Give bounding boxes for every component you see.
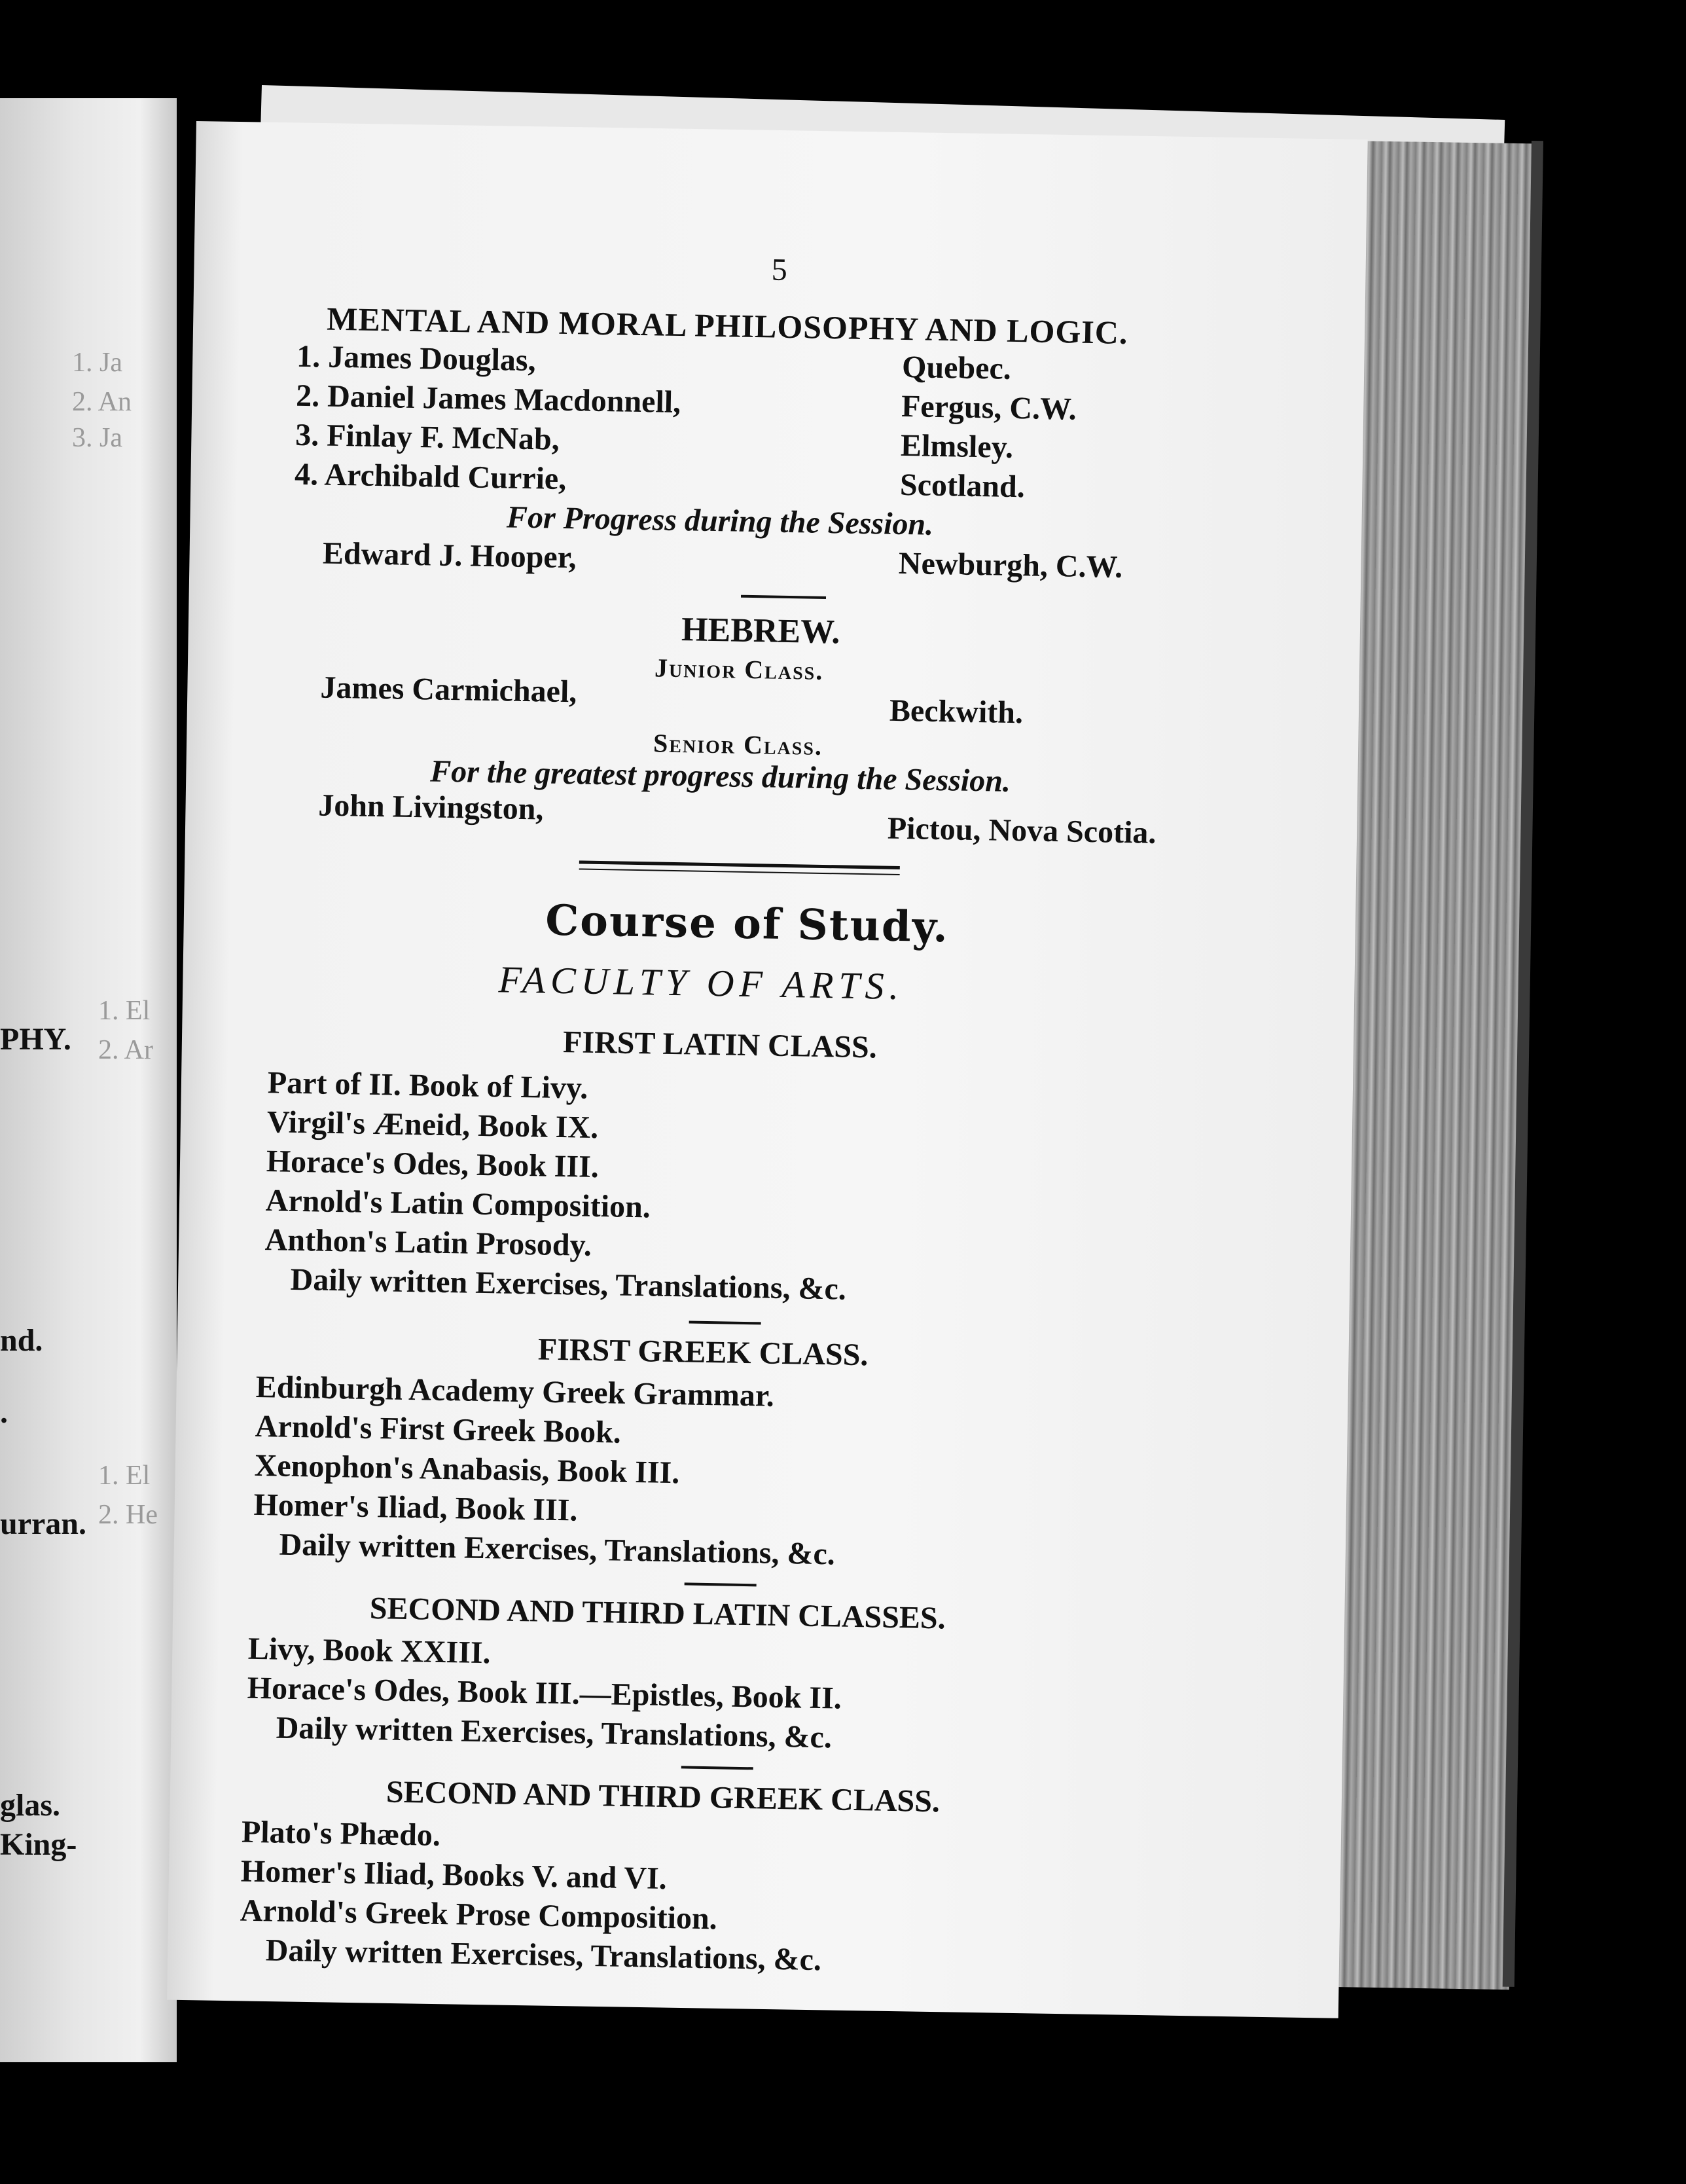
reading-item: Horace's Odes, Book III. bbox=[266, 1144, 600, 1185]
class-heading: SECOND AND THIRD LATIN CLASSES. bbox=[369, 1591, 946, 1636]
reading-item: Part of II. Book of Livy. bbox=[267, 1065, 588, 1106]
left-page-fragment: nd. bbox=[0, 1323, 43, 1358]
philosophy-heading: MENTAL AND MORAL PHILOSOPHY AND LOGIC. bbox=[326, 300, 1128, 351]
daily-exercises: Daily written Exercises, Translations, &c. bbox=[265, 1933, 822, 1978]
reading-item: Anthon's Latin Prosody. bbox=[264, 1222, 592, 1263]
bleed-through-text: 2. Ar bbox=[98, 1035, 153, 1065]
prize-place: Scotland. bbox=[899, 467, 1026, 505]
reading-item: Arnold's First Greek Book. bbox=[255, 1408, 622, 1450]
prize-place: Quebec. bbox=[901, 349, 1012, 386]
bleed-through-text: 1. El bbox=[98, 996, 151, 1026]
class-heading: FIRST LATIN CLASS. bbox=[562, 1025, 878, 1065]
daily-exercises: Daily written Exercises, Translations, &c. bbox=[279, 1527, 836, 1572]
reading-item: Plato's Phædo. bbox=[241, 1814, 441, 1853]
section-divider bbox=[685, 1582, 757, 1586]
reading-item: Arnold's Latin Composition. bbox=[265, 1183, 651, 1225]
double-rule-bottom bbox=[579, 868, 900, 875]
section-divider bbox=[741, 595, 826, 599]
prize-place: Pictou, Nova Scotia. bbox=[887, 810, 1157, 850]
progress-note: For Progress during the Session. bbox=[506, 500, 934, 542]
prize-name: James Carmichael, bbox=[320, 670, 577, 710]
prize-name: 3. Finlay F. McNab, bbox=[295, 417, 560, 457]
prize-name: 1. James Douglas, bbox=[296, 338, 537, 378]
bleed-through-text: 3. Ja bbox=[72, 423, 122, 453]
bleed-through-text: 2. He bbox=[98, 1500, 158, 1530]
prize-name: 2. Daniel James Macdonnell, bbox=[295, 378, 681, 420]
bleed-through-text: 1. El bbox=[98, 1461, 151, 1491]
bleed-through-text: 1. Ja bbox=[72, 348, 122, 378]
section-divider bbox=[689, 1320, 761, 1324]
prize-place: Newburgh, C.W. bbox=[898, 545, 1123, 585]
bleed-through-text: 2. An bbox=[72, 387, 132, 417]
hebrew-heading: HEBREW. bbox=[681, 611, 840, 651]
class-heading: FIRST GREEK CLASS. bbox=[537, 1332, 869, 1373]
left-page-fragment: . bbox=[0, 1395, 8, 1430]
prize-place: Fergus, C.W. bbox=[901, 388, 1077, 427]
reading-item: Horace's Odes, Book III.—Epistles, Book II. bbox=[247, 1670, 842, 1716]
double-rule-top bbox=[579, 860, 900, 869]
reading-item: Homer's Iliad, Books V. and VI. bbox=[240, 1853, 668, 1897]
prize-name: John Livingston, bbox=[317, 788, 544, 827]
prize-name: 4. Archibald Currie, bbox=[294, 456, 567, 497]
section-divider bbox=[681, 1766, 753, 1770]
reading-item: Homer's Iliad, Book III. bbox=[253, 1487, 578, 1528]
left-page-fragment: King- bbox=[0, 1827, 77, 1862]
daily-exercises: Daily written Exercises, Translations, &c. bbox=[276, 1710, 833, 1755]
faculty-title: FACULTY OF ARTS. bbox=[498, 958, 905, 1008]
prize-place: Beckwith. bbox=[889, 693, 1024, 731]
reading-item: Virgil's Æneid, Book IX. bbox=[266, 1104, 599, 1146]
left-page-fragment: glas. bbox=[0, 1788, 61, 1823]
reading-item: Livy, Book XXIII. bbox=[247, 1631, 492, 1671]
prize-name: Edward J. Hooper, bbox=[322, 536, 577, 575]
course-title: Course of Study. bbox=[545, 896, 950, 953]
reading-item: Edinburgh Academy Greek Grammar. bbox=[255, 1369, 775, 1413]
left-page-fragment: PHY. bbox=[0, 1022, 71, 1057]
senior-class-label: Senior Class. bbox=[653, 728, 823, 761]
reading-item: Xenophon's Anabasis, Book III. bbox=[254, 1447, 680, 1491]
senior-note: For the greatest progress during the Session. bbox=[429, 754, 1011, 799]
reading-item: Arnold's Greek Prose Composition. bbox=[240, 1893, 718, 1937]
junior-class-label: Junior Class. bbox=[654, 653, 824, 685]
daily-exercises: Daily written Exercises, Translations, &c. bbox=[290, 1262, 847, 1307]
left-page-fragment: urran. bbox=[0, 1506, 86, 1541]
page-number: 5 bbox=[771, 252, 788, 287]
prize-place: Elmsley. bbox=[900, 428, 1014, 465]
class-heading: SECOND AND THIRD GREEK CLASS. bbox=[386, 1774, 941, 1819]
